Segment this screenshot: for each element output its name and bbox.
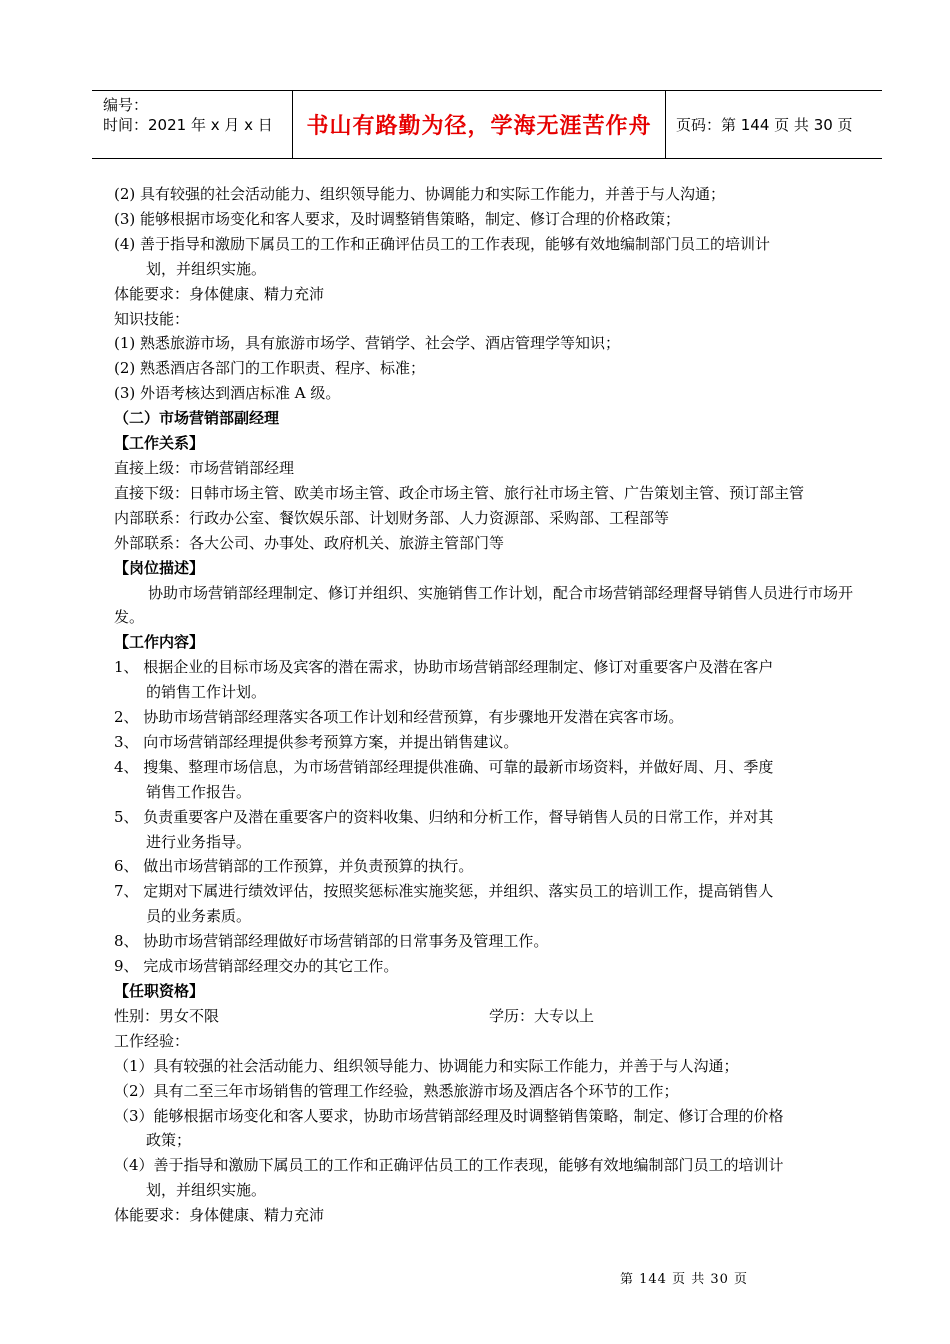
section-heading: 【工作关系】 (114, 434, 205, 453)
list-item-continuation: 销售工作报告。 (146, 782, 252, 801)
list-item: 4、 搜集、整理市场信息，为市场营销部经理提供准确、可靠的最新市场资料，并做好周、月、季度 (114, 757, 774, 776)
list-item-continuation: 员的业务素质。 (146, 907, 252, 926)
list-item-continuation: 划，并组织实施。 (146, 1181, 267, 1200)
experience-label: 工作经验： (114, 1031, 190, 1050)
direct-sub-value: 日韩市场主管、欧美市场主管、政企市场主管、旅行社市场主管、广告策划主管、预订部主管 (189, 483, 805, 502)
list-item: (3) 能够根据市场变化和客人要求，及时调整销售策略，制定、修订合理的价格政策； (114, 209, 681, 228)
external-contacts: 外部联系：各大公司、办事处、政府机关、旅游主管部门等 (114, 533, 505, 552)
list-item-continuation: 进行业务指导。 (146, 832, 252, 851)
list-item-continuation: 的销售工作计划。 (146, 683, 267, 702)
section-heading: 【工作内容】 (114, 633, 205, 652)
list-item: 8、 协助市场营销部经理做好市场营销部的日常事务及管理工作。 (114, 932, 549, 951)
education: 学历：大专以上 (489, 1006, 595, 1025)
section-heading: 【任职资格】 (114, 982, 205, 1000)
list-item: (3) 外语考核达到酒店标准 A 级。 (114, 384, 341, 403)
section-heading: 【岗位描述】 (114, 558, 205, 577)
list-item: （1）具有较强的社会活动能力、组织领导能力、协调能力和实际工作能力，并善于与人沟通； (114, 1056, 739, 1075)
list-item: (4) 善于指导和激励下属员工的工作和正确评估员工的工作表现，能够有效地编制部门员工的培训计 (114, 234, 771, 253)
knowledge-label: 知识技能： (114, 309, 190, 328)
post-description: 协助市场营销部经理制定、修订并组织、实施销售工作计划，配合市场营销部经理督导销售人员进行市场开发。 (114, 583, 854, 627)
section-heading: （二）市场营销部副经理 (114, 409, 280, 428)
direct-sub-label: 直接下级： (114, 483, 190, 502)
header-page-info: 页码：第 144 页 共 30 页 (676, 116, 853, 134)
list-item: (1) 熟悉旅游市场，具有旅游市场学、营销学、社会学、酒店管理学等知识； (114, 334, 621, 353)
list-item: （4）善于指导和激励下属员工的工作和正确评估员工的工作表现，能够有效地编制部门员工的培训计 (114, 1156, 784, 1175)
list-item: （3）能够根据市场变化和客人要求，协助市场营销部经理及时调整销售策略，制定、修订合理的价格 (114, 1106, 784, 1125)
list-item: 9、 完成市场营销部经理交办的其它工作。 (114, 957, 399, 976)
list-item: 3、 向市场营销部经理提供参考预算方案，并提出销售建议。 (114, 732, 519, 751)
list-item: 7、 定期对下属进行绩效评估，按照奖惩标准实施奖惩，并组织、落实员工的培训工作，提高销售人 (114, 882, 774, 901)
page-header (92, 90, 882, 159)
list-item: (2) 具有较强的社会活动能力、组织领导能力、协调能力和实际工作能力，并善于与人沟通； (114, 185, 726, 203)
internal-contacts: 内部联系：行政办公室、餐饮娱乐部、计划财务部、人力资源部、采购部、工程部等 (114, 508, 670, 527)
list-item: 1、 根据企业的目标市场及宾客的潜在需求，协助市场营销部经理制定、修订对重要客户及潜在客户 (114, 658, 774, 677)
time-label: 时间：2021 年 x 月 x 日 (103, 116, 273, 134)
page-footer: 第 144 页 共 30 页 (620, 1272, 749, 1287)
direct-superior: 直接上级：市场营销部经理 (114, 458, 295, 477)
number-label: 编号： (103, 96, 149, 114)
list-item-continuation: 划，并组织实施。 (146, 259, 267, 278)
physical-requirement: 体能要求：身体健康、精力充沛 (114, 1206, 325, 1225)
document-body (114, 182, 860, 1228)
list-item: 2、 协助市场营销部经理落实各项工作计划和经营预算，有步骤地开发潜在宾客市场。 (114, 708, 684, 727)
list-item: (2) 熟悉酒店各部门的工作职责、程序、标准； (114, 359, 426, 378)
list-item: 6、 做出市场营销部的工作预算，并负责预算的执行。 (114, 857, 474, 876)
gender-education-row (114, 1004, 860, 1029)
physical-requirement: 体能要求：身体健康、精力充沛 (114, 284, 325, 303)
list-item: 5、 负责重要客户及潜在重要客户的资料收集、归纳和分析工作，督导销售人员的日常工作，并对其 (114, 807, 774, 826)
gender: 性别：男女不限 (114, 1006, 220, 1025)
header-meta (92, 91, 293, 158)
header-motto: 书山有路勤为径，学海无涯苦作舟 (293, 91, 666, 158)
list-item: （2）具有二至三年市场销售的管理工作经验，熟悉旅游市场及酒店各个环节的工作； (114, 1081, 679, 1100)
direct-subordinates (114, 481, 860, 506)
list-item-continuation: 政策； (146, 1131, 192, 1150)
